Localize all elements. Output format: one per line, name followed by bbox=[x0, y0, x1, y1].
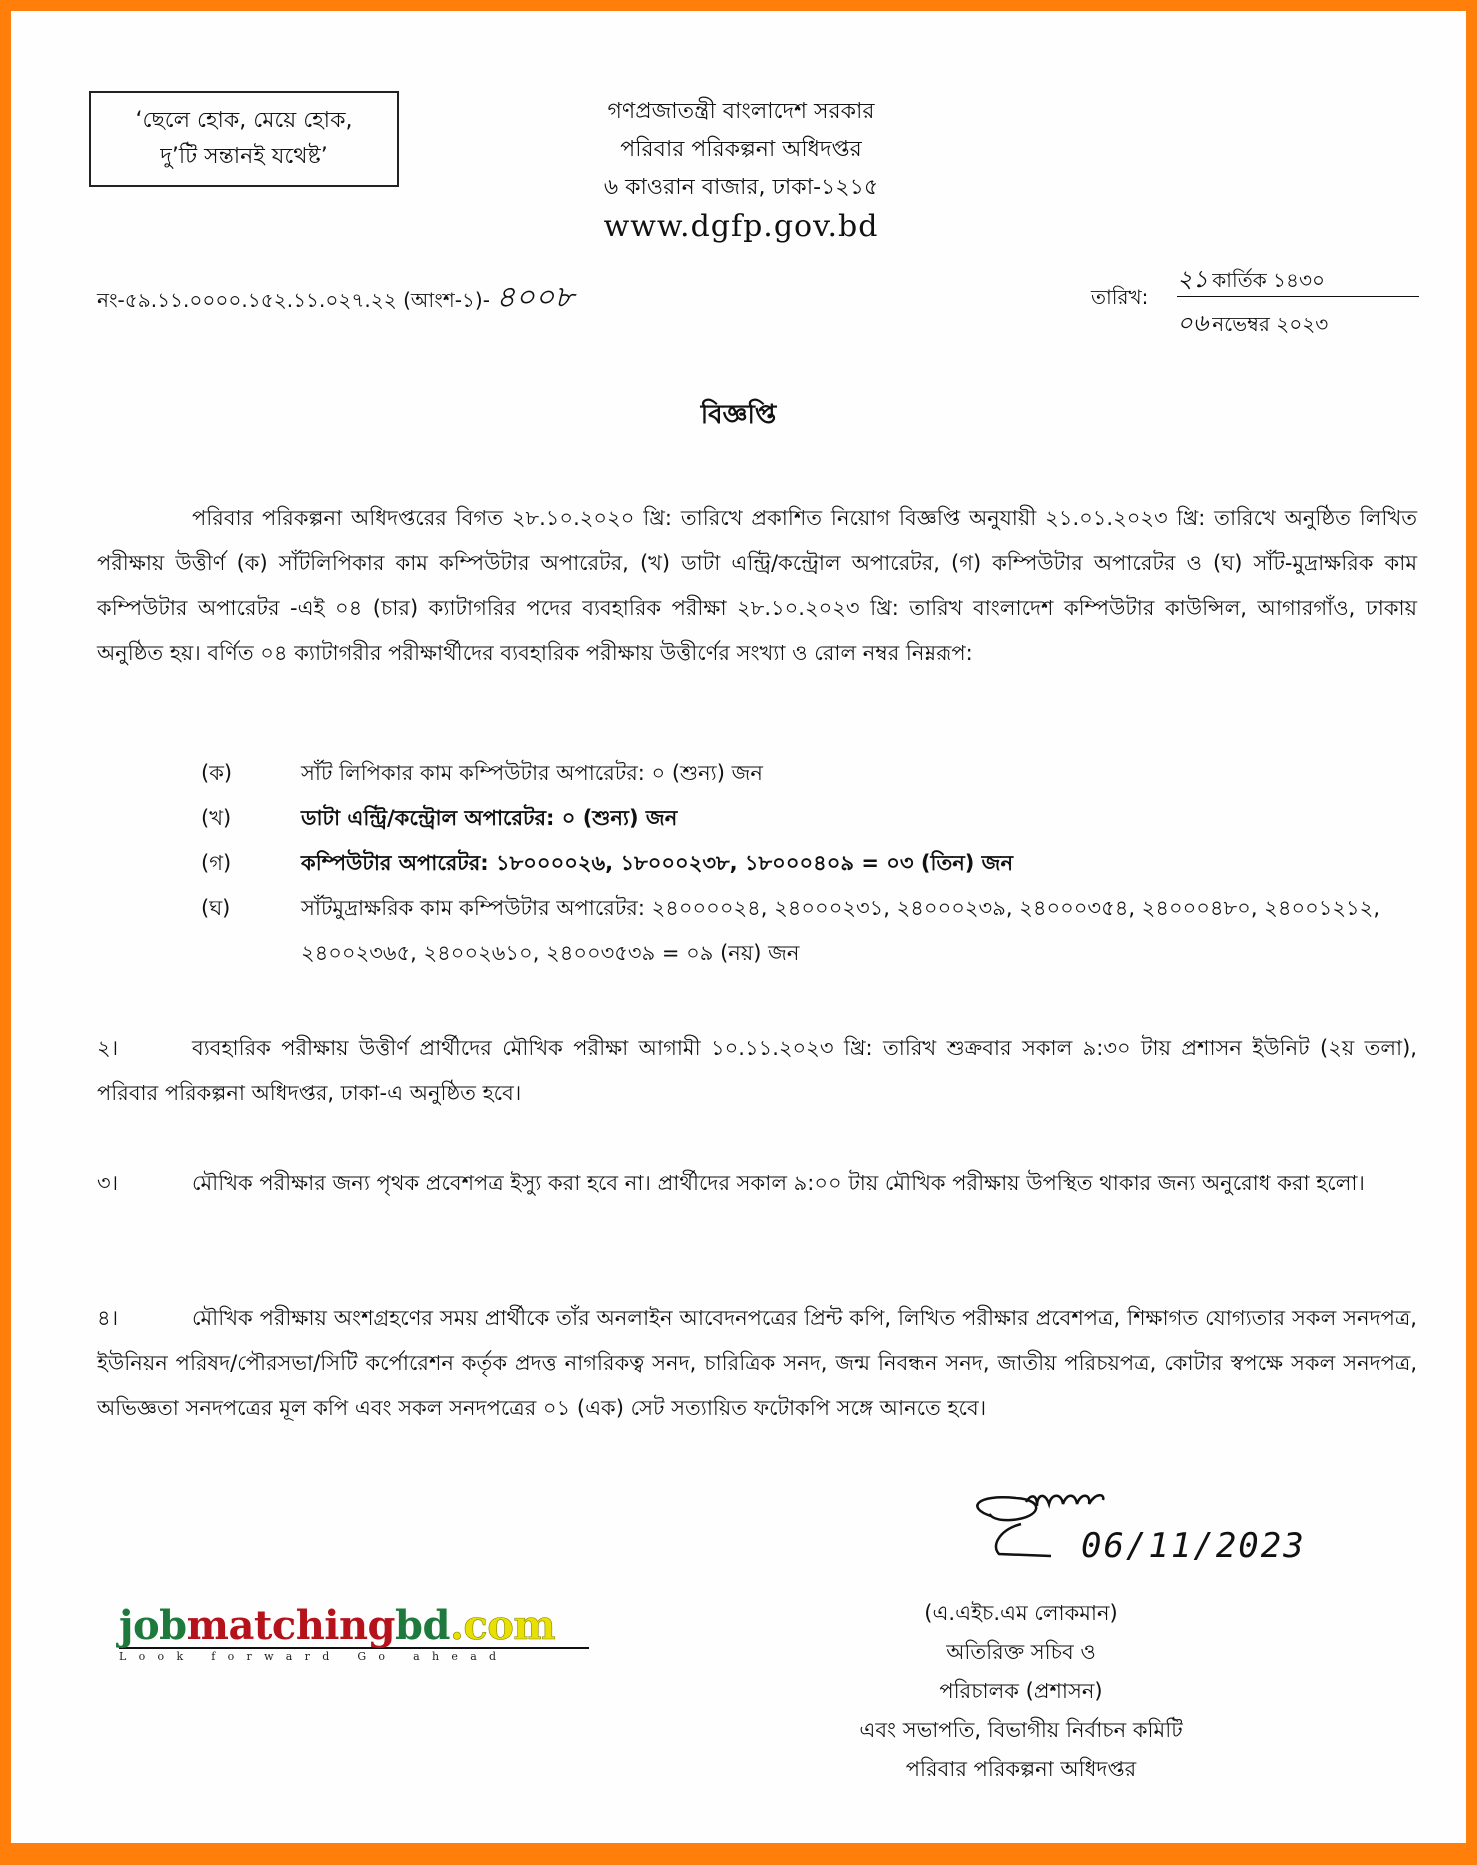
point-text: ব্যবহারিক পরীক্ষায় উত্তীর্ণ প্রার্থীদের মৌখিক পরীক্ষা আগামী ১০.১১.২০২৩ খ্রি: তারিখ শুক্রবার সকাল ৯:৩০ টায় প্রশাসন ইউনিট (২য় তলা), পরিবার পরিকল্পনা অধিদপ্তর, ঢাকা-এ অনুষ্ঠিত হবে। bbox=[97, 1036, 1417, 1105]
point-number: ৩। bbox=[97, 1171, 119, 1195]
result-marker: (ঘ) bbox=[201, 896, 231, 920]
logo-tagline: Look forward Go ahead bbox=[119, 1650, 509, 1663]
signature-area bbox=[971, 1486, 1331, 1596]
point-number: ৪। bbox=[97, 1306, 119, 1330]
english-date bbox=[1177, 305, 1328, 345]
signatory-block bbox=[811, 1594, 1231, 1789]
slogan-box bbox=[89, 91, 399, 187]
logo-part-matching: matching bbox=[186, 1602, 396, 1649]
bangla-date bbox=[1177, 261, 1325, 301]
logo-wordmark bbox=[119, 1602, 599, 1649]
point-text: মৌখিক পরীক্ষার জন্য পৃথক প্রবেশপত্র ইস্যু করা হবে না। প্রার্থীদের সকাল ৯:০০ টায় মৌখিক পরীক্ষায় উপস্থিত থাকার জন্য অনুরোধ করা হলো। bbox=[192, 1171, 1365, 1195]
signatory-office: পরিবার পরিকল্পনা অধিদপ্তর bbox=[905, 1757, 1137, 1781]
website-link[interactable]: www.dgfp.gov.bd bbox=[603, 209, 879, 244]
memo-handwritten-number: ৪০০৮ bbox=[495, 280, 574, 315]
slogan-line-2: দু’টি সন্তানই যথেষ্ট’ bbox=[160, 144, 328, 169]
result-item-kha bbox=[201, 796, 1421, 841]
english-date-day: ০৬ bbox=[1177, 309, 1209, 337]
point-text: মৌখিক পরীক্ষায় অংশগ্রহণের সময় প্রার্থীকে তাঁর অনলাইন আবেদনপত্রের প্রিন্ট কপি, লিখিত পরীক্ষার প্রবেশপত্র, শিক্ষাগত যোগ্যতার সকল সনদপত্র, ইউনিয়ন পরিষদ/পৌরসভা/সিটি কর্পোরেশন কর্তৃক প্রদত্ত নাগরিকত্ব সনদ, চারিত্রিক সনদ, জন্ম নিবন্ধন সনদ, জাতীয় পরিচয়পত্র, কোটার স্বপক্ষে সকল সনদপত্র, অভিজ্ঞতা সনদপত্রের মূল কপি এবং সকল সনদপত্রের ০১ (এক) সেট সত্যায়িত ফটোকপি সঙ্গে আনতে হবে। bbox=[97, 1306, 1417, 1420]
results-list bbox=[201, 751, 1421, 976]
watermark-logo bbox=[119, 1602, 599, 1663]
point-3 bbox=[97, 1161, 1417, 1206]
point-4 bbox=[97, 1296, 1417, 1431]
result-text: ডাটা এন্ট্রি/কন্ট্রোল অপারেটর: ০ (শুন্য) জন bbox=[301, 806, 678, 830]
department-name: পরিবার পরিকল্পনা অধিদপ্তর bbox=[620, 137, 862, 162]
signature-date: 06/11/2023 bbox=[1081, 1526, 1306, 1566]
result-text: সাঁটমুদ্রাক্ষরিক কাম কম্পিউটার অপারেটর: ২৪০০০০২৪, ২৪০০০২৩১, ২৪০০০২৩৯, ২৪০০০৩৫৪, ২৪০০০৪৮০, ২৪০০১২১২, ২৪০০২৩৬৫, ২৪০০২৬১০, ২৪০০৩৫৩৯ = ০৯ (নয়) জন bbox=[301, 896, 1380, 965]
result-item-gha bbox=[201, 886, 1421, 976]
result-text: কম্পিউটার অপারেটর: ১৮০০০০২৬, ১৮০০০২৩৮, ১৮০০০৪০৯ = ০৩ (তিন) জন bbox=[301, 851, 1014, 875]
slogan-line-1: ‘ছেলে হোক, মেয়ে হোক, bbox=[135, 108, 353, 133]
memo-number bbox=[97, 273, 574, 324]
signatory-designation-3: এবং সভাপতি, বিভাগীয় নির্বাচন কমিটি bbox=[859, 1718, 1183, 1742]
signatory-designation-2: পরিচালক (প্রশাসন) bbox=[939, 1679, 1103, 1703]
result-marker: (গ) bbox=[201, 851, 232, 875]
notice-document bbox=[11, 11, 1466, 1843]
logo-part-bd: bd bbox=[395, 1602, 450, 1649]
bangla-date-day: ২১ bbox=[1177, 265, 1209, 293]
notice-title: বিজ্ঞপ্তি bbox=[700, 400, 777, 430]
date-block bbox=[1091, 261, 1421, 341]
memo-number-text: নং-৫৯.১১.০০০০.১৫২.১১.০২৭.২২ (আংশ-১)- bbox=[97, 288, 490, 312]
result-text: সাঁট লিপিকার কাম কম্পিউটার অপারেটর: ০ (শুন্য) জন bbox=[301, 761, 763, 785]
bangla-date-rest: কার্তিক ১৪৩০ bbox=[1212, 268, 1326, 292]
letterhead bbox=[431, 93, 1051, 247]
point-2 bbox=[97, 1026, 1417, 1116]
result-item-ga bbox=[201, 841, 1421, 886]
signatory-name: (এ.এইচ.এম লোকমান) bbox=[924, 1601, 1118, 1625]
result-marker: (ক) bbox=[201, 761, 233, 785]
intro-paragraph: পরিবার পরিকল্পনা অধিদপ্তরের বিগত ২৮.১০.২০২০ খ্রি: তারিখে প্রকাশিত নিয়োগ বিজ্ঞপ্তি অনুযায়ী ২১.০১.২০২৩ খ্রি: তারিখে অনুষ্ঠিত লিখিত পরীক্ষায় উত্তীর্ণ (ক) সাঁটলিপিকার কাম কম্পিউটার অপারেটর, (খ) ডাটা এন্ট্রি/কন্ট্রোল অপারেটর, (গ) কম্পিউটার অপারেটর ও (ঘ) সাঁট-মুদ্রাক্ষরিক কাম কম্পিউটার অপারেটর -এই ০৪ (চার) ক্যাটাগরির পদের ব্যবহারিক পরীক্ষা ২৮.১০.২০২৩ খ্রি: তারিখ বাংলাদেশ কম্পিউটার কাউন্সিল, আগারগাঁও, ঢাকায় অনুষ্ঠিত হয়। বর্ণিত ০৪ ক্যাটাগরীর পরীক্ষার্থীদের ব্যবহারিক পরীক্ষায় উত্তীর্ণের সংখ্যা ও রোল নম্বর নিম্নরূপ: bbox=[97, 506, 1417, 665]
point-number: ২। bbox=[97, 1036, 119, 1060]
result-item-ka bbox=[201, 751, 1421, 796]
date-label: তারিখ: bbox=[1091, 285, 1149, 309]
office-address: ৬ কাওরান বাজার, ঢাকা-১২১৫ bbox=[603, 175, 879, 200]
logo-part-job: job bbox=[119, 1602, 187, 1649]
english-date-rest: নভেম্বর ২০২৩ bbox=[1212, 312, 1329, 336]
logo-part-com: .com bbox=[449, 1602, 556, 1649]
result-marker: (খ) bbox=[201, 806, 232, 830]
government-name: গণপ্রজাতন্ত্রী বাংলাদেশ সরকার bbox=[607, 99, 875, 124]
date-divider bbox=[1177, 296, 1419, 297]
signatory-designation-1: অতিরিক্ত সচিব ও bbox=[946, 1640, 1096, 1664]
